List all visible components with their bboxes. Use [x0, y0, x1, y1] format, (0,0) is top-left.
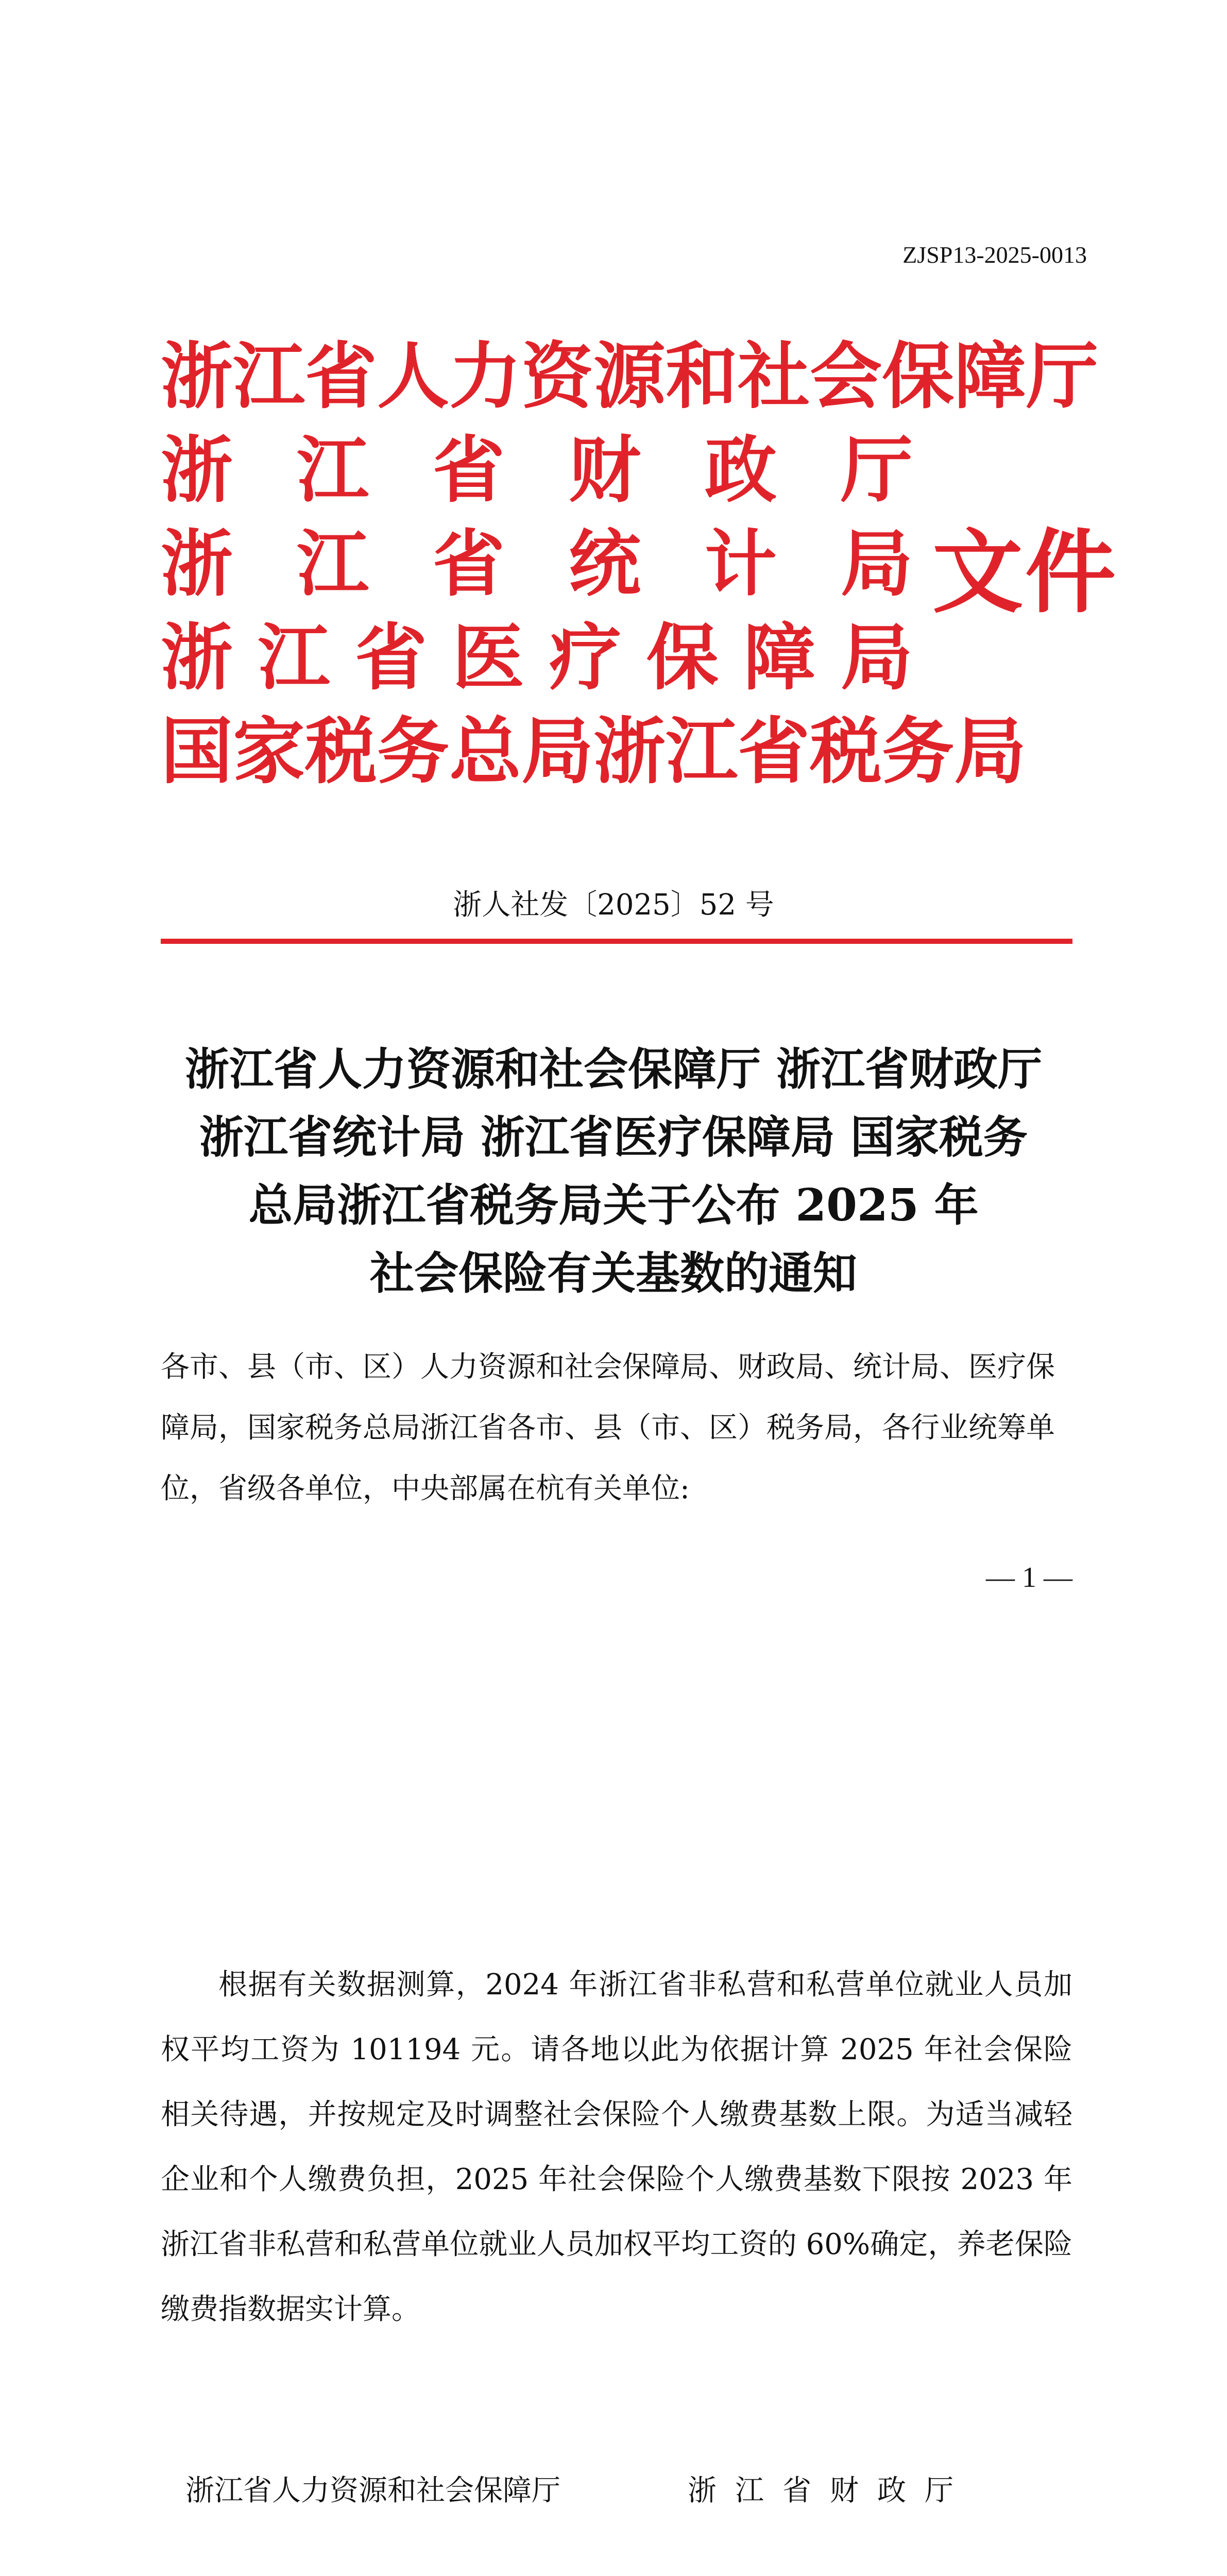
issuer-char: 税	[305, 709, 378, 794]
issuer-char: 人	[377, 334, 450, 419]
issuer-char: 保	[646, 616, 719, 700]
issuer-char: 总	[449, 709, 522, 794]
issuer-char: 会	[810, 334, 882, 419]
issuer-char: 统	[568, 522, 641, 606]
issuer-char: 源	[593, 334, 666, 419]
issuer-char: 江	[258, 616, 330, 700]
salutation: 各市、县（市、区）人力资源和社会保障局、财政局、统计局、医疗保障局，国家税务总局浙江省各市、县（市、区）税务局，各行业统筹单位，省级各单位，中央部属在杭有关单位:	[161, 1350, 1055, 1505]
title-line: 浙江省人力资源和社会保障厅 浙江省财政厅	[185, 1043, 1042, 1095]
issuer-char: 务	[882, 709, 955, 794]
issuer-char: 财	[568, 428, 641, 513]
issuer-char: 浙	[161, 616, 233, 700]
issuer-line	[161, 330, 1099, 423]
issuer-char: 江	[296, 522, 369, 606]
issuer-char: 障	[743, 616, 816, 700]
issuer-char: 政	[704, 428, 777, 513]
page-number: — 1 —	[986, 1562, 1072, 1594]
issuer-char: 疗	[549, 616, 622, 700]
issuer-char: 江	[666, 709, 738, 794]
issuer-line	[161, 611, 913, 705]
signature-hrss: 浙江省人力资源和社会保障厅	[185, 2474, 560, 2507]
issuer-char: 障	[954, 334, 1027, 419]
issuer-line	[161, 705, 1027, 799]
issuer-char: 局	[521, 709, 594, 794]
issuer-char: 局	[840, 616, 913, 700]
issuer-char: 浙	[593, 709, 666, 794]
issuer-char: 国	[161, 709, 233, 794]
issuer-char: 和	[666, 334, 738, 419]
issuer-char: 厅	[840, 428, 913, 513]
issuer-char: 计	[704, 522, 777, 606]
issuer-char: 家	[233, 709, 305, 794]
issuer-char: 浙	[161, 428, 233, 513]
issuer-char: 省	[355, 616, 428, 700]
issuer-char: 务	[377, 709, 450, 794]
document-code: ZJSP13-2025-0013	[902, 242, 1087, 268]
issuer-char: 省	[432, 522, 505, 606]
issuer-char: 力	[449, 334, 522, 419]
issuer-char: 江	[296, 428, 369, 513]
issuer-char: 税	[810, 709, 882, 794]
body-paragraph: 根据有关数据测算，2024 年浙江省非私营和私营单位就业人员加权平均工资为 101194 元。请各地以此为依据计算 2025 年社会保险相关待遇，并按规定及时调整社会保险个人缴费基数上限。为适当减轻企业和个人缴费负担，2025 年社会保险个人缴费基数下限按 2023 年浙江省非私营和私营单位就业人员加权平均工资的 60%确定，养老保险缴费指数据实计算。	[161, 1968, 1072, 2326]
title-line: 浙江省统计局 浙江省医疗保障局 国家税务	[199, 1111, 1028, 1163]
issuer-char: 局	[954, 709, 1027, 794]
issuer-char: 省	[738, 709, 810, 794]
issuer-char: 医	[452, 616, 524, 700]
issuer-char: 社	[738, 334, 810, 419]
issuer-char: 江	[233, 334, 305, 419]
issuer-line	[161, 423, 913, 517]
signature-finance: 浙江省财政厅	[688, 2474, 972, 2507]
issuer-char: 厅	[1026, 334, 1099, 419]
issuer-char: 保	[882, 334, 955, 419]
issuer-char: 局	[840, 522, 913, 606]
issuer-char: 省	[432, 428, 505, 513]
title-line: 社会保险有关基数的通知	[370, 1247, 857, 1299]
red-divider	[161, 939, 1072, 944]
issuer-char: 浙	[161, 522, 233, 606]
title-line: 总局浙江省税务局关于公布 2025 年	[248, 1179, 979, 1231]
issuer-char: 浙	[161, 334, 233, 419]
document-label: 文件	[932, 519, 1118, 625]
issuer-line	[161, 517, 913, 611]
document-number: 浙人社发〔2025〕52 号	[453, 888, 774, 922]
issuer-char: 省	[305, 334, 378, 419]
document-title	[155, 1036, 1072, 1308]
issuer-char: 资	[521, 334, 594, 419]
